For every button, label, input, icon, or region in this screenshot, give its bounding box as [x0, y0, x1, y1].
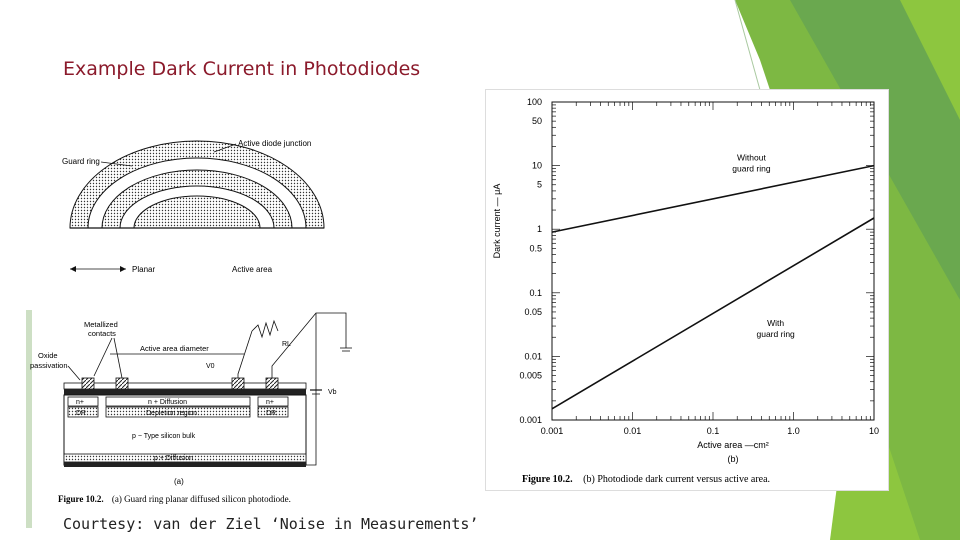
x-tick-label: 10 [868, 426, 880, 436]
series-line [552, 163, 874, 233]
left-caption-bold: Figure 10.2. [58, 494, 104, 504]
n-plus-left-label: n+ [76, 399, 84, 406]
planar-label: Planar [132, 265, 156, 274]
y-tick-label: 0.1 [529, 287, 542, 298]
active-diameter-label: Active area diameter [140, 344, 209, 353]
dark-current-chart [486, 90, 888, 490]
y-axis-title: Dark current — μA [492, 183, 502, 259]
dr-left-label: DR [76, 410, 87, 417]
guard-ring-photodiode-figure [26, 128, 476, 528]
svg-text:Figure 10.2. (a) Guard r [58, 494, 291, 504]
y-tick-label: 10 [531, 160, 542, 171]
n-plus-right-label: n+ [266, 399, 274, 406]
x-tick-label: 0.01 [623, 426, 642, 436]
rl-label: RL [282, 341, 291, 348]
y-tick-label: 0.001 [519, 415, 542, 425]
y-axis-ticks [519, 97, 874, 425]
left-caption-text: (a) Guard ring planar diffused silicon photodiode. [111, 494, 291, 504]
panel-b-label: (b) [727, 454, 739, 464]
y-tick-label: 0.005 [519, 370, 542, 381]
y-tick-label: 1 [536, 224, 542, 235]
y-tick-label: 100 [526, 97, 542, 107]
dark-current-chart-svg [486, 90, 888, 490]
series-label: guard ring [756, 329, 795, 340]
oxide-label: Oxide [38, 351, 58, 360]
y-tick-label: 5 [536, 179, 542, 190]
p-diffusion-label: p + Diffusion [154, 455, 193, 462]
photodiode-diagram [26, 128, 476, 528]
svg-text:Figure 10.2. (b) Photodi [522, 474, 770, 485]
active-area-label: Active area [232, 265, 273, 274]
y-tick-label: 0.01 [524, 351, 542, 362]
series-label: guard ring [732, 163, 771, 174]
series-lines [552, 163, 874, 409]
passivation-label: passivation [30, 361, 68, 370]
contacts-label: contacts [88, 329, 116, 338]
x-axis-title: Active area —cm² [697, 440, 769, 450]
vb-label: Vb [328, 389, 337, 396]
x-tick-label: 0.001 [540, 426, 564, 436]
depletion-region-label: Depletion region [146, 410, 197, 417]
y-tick-label: 0.5 [529, 243, 542, 254]
series-labels [732, 153, 795, 339]
slide-title: Example Dark Current in Photodiodes [63, 58, 421, 80]
top-view-half-rings [70, 141, 324, 228]
y-tick-label: 50 [531, 116, 542, 127]
plot-frame [552, 102, 874, 420]
series-line [552, 218, 874, 409]
courtesy-note: Courtesy: van der Ziel ‘Noise in Measurements’ [63, 515, 479, 533]
x-tick-label: 0.1 [706, 426, 720, 436]
active-diode-label: Active diode junction [238, 139, 312, 148]
panel-a-label: (a) [174, 477, 184, 486]
v0-label: V0 [206, 363, 215, 370]
series-label: With [767, 318, 785, 329]
dr-right-label: DR [266, 410, 277, 417]
guard-ring-label: Guard ring [62, 157, 100, 166]
metallized-label: Metallized [84, 320, 118, 329]
right-caption-bold: Figure 10.2. [522, 474, 573, 485]
y-tick-label: 0.05 [524, 306, 542, 317]
right-caption-text: (b) Photodiode dark current versus active area. [583, 474, 771, 485]
cross-section [30, 313, 352, 467]
series-label: Without [736, 152, 766, 163]
p-bulk-label: p − Type silicon bulk [132, 433, 196, 440]
n-diffusion-label: n + Diffusion [148, 399, 187, 406]
x-tick-label: 1.0 [787, 426, 800, 436]
